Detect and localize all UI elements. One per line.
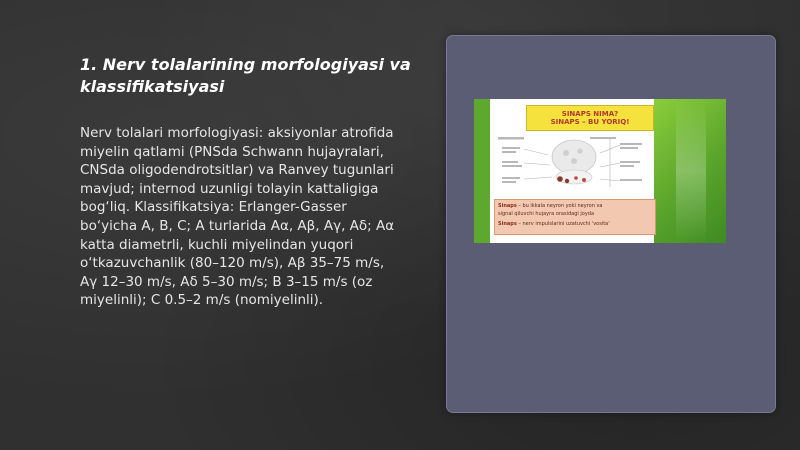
diagram-right-labels bbox=[590, 137, 642, 181]
vesicle-dot bbox=[557, 176, 563, 182]
definition-text-2: signal qiluvchi hujayra orasidagi joyda bbox=[498, 211, 595, 217]
definition-text-1: – bu ikkala neyron yoki neyron va bbox=[518, 203, 603, 209]
vesicle-dot bbox=[574, 176, 578, 180]
figure-header-line2: SINAPS – BU YORIQ! bbox=[550, 118, 630, 126]
synapse-figure bbox=[474, 99, 726, 243]
definition-text-3: – nerv impulslarini uzatuvchi 'vosita' bbox=[518, 221, 610, 227]
slide-body-text: Nerv tolalari morfologiyasi: aksiyonlar atrofida miyelin qatlami (PNSda Schwann hujayralari, CNSda oligodendrotsitlar) va Ranvey tugunlari mavjud; internod uzunligi tolayin kattaligiga bog‘liq. Klassifikatsiya: Erlanger-Gasser bo‘yicha A, B, C; A turlarida Aα, Aβ, Aγ, Aδ; Aα katta diametrli, kuchli miyelindan yuqori o‘tkazuvchanlik (80–120 m/s), Aβ 35–75 m/s, Aγ 12–30 m/s, Aδ 5–30 m/s; B 3–15 m/s (oz miyelinli); C 0.5–2 m/s (nomiyelinli). bbox=[80, 125, 395, 309]
definition-label-3: Sinaps bbox=[498, 221, 517, 227]
diagram-label-mark bbox=[502, 147, 520, 149]
diagram-label-mark bbox=[502, 181, 516, 183]
diagram-label-mark bbox=[502, 161, 518, 163]
slide-title: 1. Nerv tolalarining morfologiyasi va klassifikatsiyasi bbox=[80, 55, 411, 96]
vesicle-dot bbox=[565, 179, 569, 183]
figure-left-stripe bbox=[474, 99, 490, 243]
figure-definition-box bbox=[494, 199, 656, 235]
diagram-label-mark bbox=[620, 161, 640, 163]
synapse-diagram bbox=[496, 133, 656, 191]
diagram-label-mark bbox=[620, 165, 634, 167]
diagram-label-mark bbox=[620, 179, 642, 181]
vesicle-dot bbox=[582, 178, 586, 182]
diagram-label-mark bbox=[620, 147, 638, 149]
definition-line-1 bbox=[498, 203, 602, 209]
definition-line-2 bbox=[498, 211, 594, 217]
diagram-label-mark bbox=[590, 137, 616, 139]
definition-line-3 bbox=[498, 221, 610, 227]
figure-header-box bbox=[526, 105, 654, 131]
diagram-left-labels bbox=[498, 137, 524, 183]
diagram-label-mark bbox=[502, 165, 522, 167]
diagram-label-mark bbox=[498, 137, 524, 140]
diagram-label-mark bbox=[620, 143, 642, 145]
figure-green-highlight bbox=[676, 99, 706, 243]
diagram-label-mark bbox=[502, 151, 516, 153]
diagram-label-mark bbox=[502, 177, 520, 179]
neuron-terminal bbox=[552, 140, 596, 184]
figure-header-line1: SINAPS NIMA? bbox=[561, 109, 619, 118]
definition-label-1: Sinaps bbox=[498, 203, 517, 209]
